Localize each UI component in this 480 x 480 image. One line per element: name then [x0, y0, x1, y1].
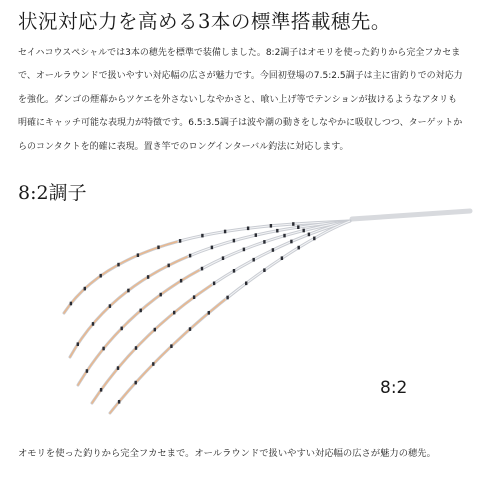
rod-tip-5	[110, 221, 350, 413]
rod-guide	[170, 344, 172, 348]
rod-guide	[168, 264, 170, 268]
tip-ratio-label: 8:2	[380, 378, 408, 398]
rod-guide	[245, 282, 247, 286]
rod-guide	[208, 311, 210, 315]
rod-guide	[201, 234, 203, 238]
rod-guide	[272, 248, 274, 252]
rod-guide	[226, 296, 228, 300]
rod-guide	[298, 246, 300, 250]
rod-guide	[281, 256, 283, 260]
rod-guide	[189, 254, 191, 258]
rod-guide	[243, 248, 245, 252]
rod-guide	[233, 269, 235, 273]
rod-tip-bend-figure	[0, 195, 480, 430]
rod-guide	[154, 328, 156, 332]
rod-guide	[247, 227, 249, 231]
rod-guide	[308, 233, 310, 237]
rod-guide	[86, 369, 88, 373]
rod-guide	[140, 309, 142, 313]
rod-guide	[180, 279, 182, 283]
rod-guide	[92, 322, 94, 326]
rod-guide	[135, 381, 137, 385]
rod-tip-accent-2	[70, 257, 187, 357]
rod-guide	[276, 229, 278, 233]
rod-guide	[109, 304, 111, 308]
rod-guide	[117, 263, 119, 267]
rod-guide	[193, 295, 195, 299]
rod-guide	[303, 229, 305, 233]
rod-guide	[118, 400, 120, 404]
rod-guide	[253, 258, 255, 262]
rod-guide	[173, 311, 175, 315]
headline: 状況対応力を高める3本の標準搭載穂先。	[18, 10, 391, 33]
rod-tip-4	[92, 221, 350, 403]
rod-guide	[121, 327, 123, 331]
rod-guide	[157, 246, 159, 250]
rod-butt-section	[352, 211, 470, 219]
rod-tip-accent-1	[64, 242, 177, 313]
rod-guide	[290, 240, 292, 244]
rod-guide	[135, 346, 137, 350]
rod-guide	[189, 327, 191, 331]
description-paragraph: セイハコウスペシャルでは3本の穂先を標準で装備しました。8:2調子はオモリを使った釣りから完全フカセまで、オールラウンドで扱いやすい対応幅の広さが魅力です。今回初登場の7.5:2.5調子は主に宙釣りでの対応力を強化。ダンゴの煙幕からツケエを外さないしなやかさと、喰い上げ等でテンションが抜けるようなアタリも明確にキャッチ可能な表現力が特徴です。6.5:3.5調子は波や潮の動きをしなやかに吸収しつつ、ターゲットからのコンタクトを的確に表現。置き竿でのロングインターバル釣法に対応します。	[18, 48, 463, 152]
rod-guide	[263, 268, 265, 272]
rod-guide	[233, 239, 235, 243]
rod-guide	[160, 293, 162, 297]
rod-guide	[70, 302, 72, 306]
rod-guide	[152, 362, 154, 366]
rod-guide	[222, 256, 224, 260]
rod-guide	[77, 342, 79, 346]
rod-guide	[201, 267, 203, 271]
rod-tip-highlight-4	[92, 221, 350, 403]
tip-action-title: 8:2調子	[18, 182, 87, 204]
rod-guide	[137, 253, 139, 257]
rod-guide	[224, 230, 226, 234]
rod-guide	[213, 282, 215, 286]
rod-guide	[84, 287, 86, 291]
rod-guide	[270, 224, 272, 228]
rod-guide	[297, 225, 299, 229]
rod-tip-highlight-5	[110, 221, 350, 413]
rod-guide	[102, 347, 104, 351]
rod-guide	[211, 246, 213, 250]
tip-caption: オモリを使った釣りから完全フカセまで。オールラウンドで扱いやすい対応幅の広さが魅力の穂先。	[18, 448, 436, 459]
rod-guide	[313, 237, 315, 241]
rod-guide	[179, 239, 181, 243]
rod-guide	[117, 366, 119, 370]
rod-guide	[100, 274, 102, 278]
rod-guide	[292, 222, 294, 226]
rod-guide	[263, 240, 265, 244]
rod-guide	[127, 289, 129, 293]
rod-guide	[100, 388, 102, 392]
rod-guide	[283, 234, 285, 238]
rod-guide	[147, 275, 149, 279]
rod-tip-accent-3	[78, 270, 199, 385]
rod-guide	[255, 233, 257, 237]
